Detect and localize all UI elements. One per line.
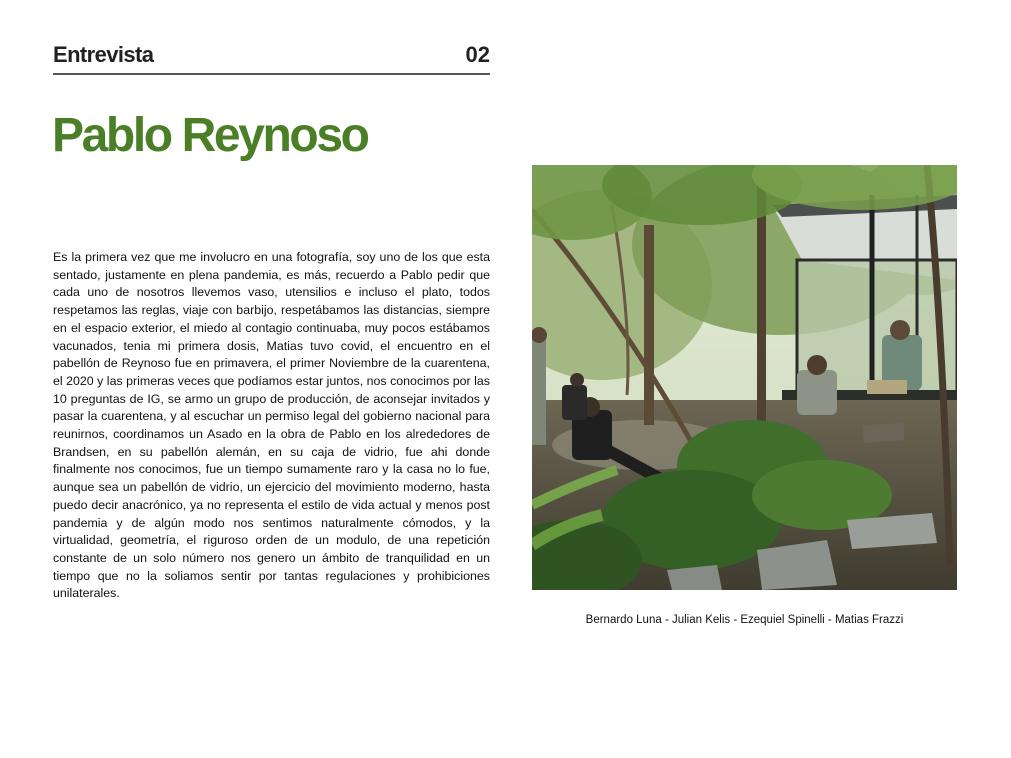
section-label: Entrevista [53,42,154,67]
page-number: 02 [465,42,490,67]
pavilion-photo [532,165,957,590]
article-body: Es la primera vez que me involucro en una fotografía, soy uno de los que esta sentado, justamente en plena pandemia, es más, recuerdo a Pablo pedir que cada uno de nosotros llevemos vaso, utensilios e incluso el plato, todos respetamos las reglas, viaje con barbijo, respetábamos las distancias, siempre en el espacio exterior, el miedo al contagio continuaba, muy pocos estábamos vacunados, tenia mi primera dosis, Matias tuvo covid, el encuentro en el pabellón de Reynoso fue en primavera, el primer Noviembre de la cuarentena, el 2020 y las primeras veces que podíamos estar juntos, nos conocimos por las 10 preguntas de IG, se armo un grupo de producción, de aconsejar invitados y pasar la cuarentena, y al escuchar un permiso legal del gobierno nacional para reunirnos, coordinamos un Asado en la obra de Pablo en los alrededores de Brandsen, en su pabellón alemán, en su caja de vidrio, fue ahi donde finalmente nos conocimos, fue un tiempo sumamente raro y la casa no lo fue, aunque sea un pabellón de vidrio, un ejercicio del movimiento moderno, hasta puedo decir anacrónico, ya no representa el estilo de vida actual y menos post pandemia y de algún modo nos sentimos naturalmente cómodos, y la virtualidad, geometría, el riguroso orden de un modulo, de una repetición constante de un solo número nos genero un ámbito de tranquilidad en un tiempo que no la soliamos sentir por tantas regulaciones y prohibiciones unilaterales. [53,250,490,601]
page-header [53,40,490,75]
garden-pavilion-illustration [532,165,957,590]
photo-caption: Bernardo Luna - Julian Kelis - Ezequiel Spinelli - Matias Frazzi [585,614,904,626]
article-title: Pablo Reynoso [52,109,368,162]
